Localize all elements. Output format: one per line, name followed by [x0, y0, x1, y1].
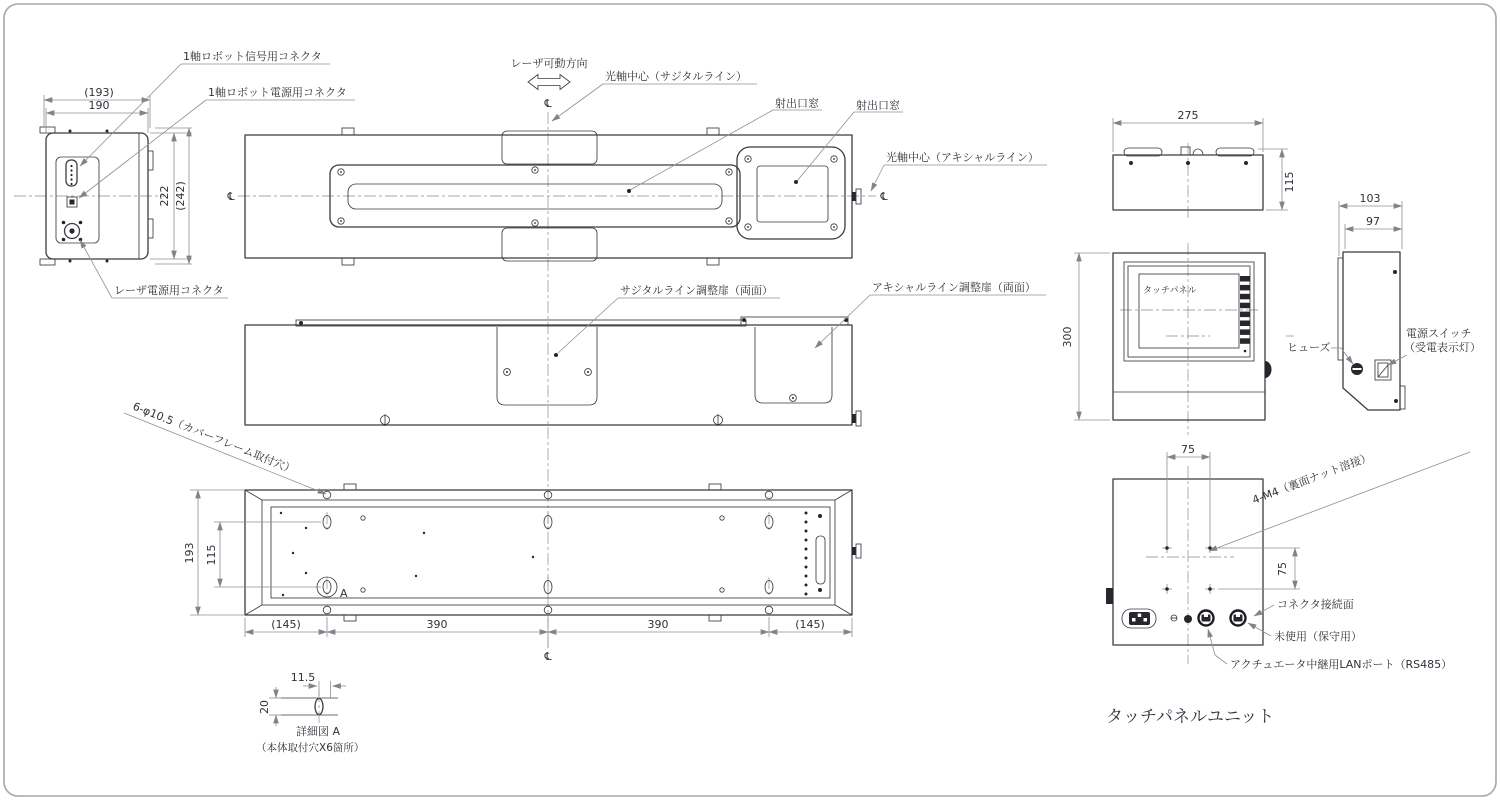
detail-a-marker: A [340, 587, 348, 600]
cover-frame-holes-label: 6-φ10.5（カバーフレーム取付穴） [130, 399, 297, 477]
centerline-symbol-top: ℄ [544, 97, 552, 110]
lan-port-actuator-icon [1199, 611, 1214, 626]
touch-panel-unit-caption: タッチパネルユニット [1106, 707, 1275, 727]
end-view-labels [79, 49, 355, 298]
dim-tp-275: 275 [1177, 109, 1199, 122]
bottom-view-dimensions [124, 399, 852, 663]
top-view-labels [511, 56, 1048, 193]
dim-tp-75-h: 75 [1181, 443, 1195, 456]
dim-tp-115: 115 [1283, 171, 1296, 193]
rear-screw-icon [1171, 615, 1177, 621]
robot-power-connector-icon [67, 197, 77, 207]
ac-inlet-icon [1122, 609, 1156, 628]
power-switch-icon [1375, 360, 1391, 380]
dim-390-left: 390 [426, 618, 448, 631]
laser-end-view [40, 49, 355, 298]
robot-signal-connector-label: 1軸ロボット信号用コネクタ [183, 50, 322, 63]
axial-output-connector-icon [852, 189, 861, 204]
touch-screen-label: タッチパネル [1143, 286, 1197, 296]
dim-145-right: (145) [795, 618, 825, 631]
laser-top-view [226, 128, 887, 265]
tp-rear-view [1106, 443, 1470, 671]
unused-port-label: 未使用（保守用） [1274, 630, 1362, 643]
dim-tp-97: 97 [1366, 215, 1380, 228]
power-switch-label-2: （受電表示灯） [1404, 341, 1481, 354]
axial-adjust-door [755, 327, 832, 403]
detail-a-title: 詳細図 A [296, 725, 341, 738]
front-view-labels [554, 280, 1046, 357]
m4-weld-label: 4-M4（裏面ナット溶接） [1250, 450, 1374, 507]
sagittal-adjust-door [497, 327, 597, 405]
base-plate-holes [280, 512, 825, 597]
rear-plug-icon [1184, 615, 1192, 623]
centerlines [14, 112, 1294, 664]
connector-face-label: コネクタ接続面 [1277, 598, 1354, 611]
laser-front-view [245, 317, 861, 426]
detail-a-note: （本体取付穴X6箇所） [256, 742, 365, 754]
m4-mounting-holes [1162, 543, 1215, 594]
body-mounting-slots [317, 512, 773, 600]
optical-axis-sagittal-label: 光軸中心（サジタルライン） [605, 70, 748, 83]
dim-190: 190 [88, 99, 110, 112]
fuse-icon [1351, 363, 1363, 375]
laser-bottom-view [245, 484, 861, 621]
robot-signal-connector-icon [66, 160, 77, 186]
dim-390-right: 390 [647, 618, 669, 631]
fuse-label: ヒューズ [1287, 341, 1331, 354]
dim-193-ref: (193) [84, 86, 114, 99]
bottom-fasteners [381, 414, 723, 426]
detail-a [256, 671, 364, 754]
laser-power-connector-icon [62, 221, 83, 242]
travel-direction-label: レーザ可動方向 [510, 57, 588, 70]
power-switch-label-1: 電源スイッチ [1406, 327, 1472, 340]
emission-window-label-left: 射出口窓 [775, 97, 819, 110]
bottom-right-connector-icon [852, 544, 861, 558]
function-buttons [1240, 276, 1250, 352]
dim-bottom-115: 115 [205, 544, 218, 566]
dim-222: 222 [158, 185, 171, 207]
front-right-connector-icon [852, 411, 861, 426]
axial-door-label: アキシャルライン調整扉（両面） [872, 281, 1036, 294]
tp-front-view [1061, 253, 1272, 420]
centerline-symbol-left: ℄ [227, 190, 235, 203]
lan-port-unused-icon [1231, 611, 1246, 626]
sagittal-door-label: サジタルライン調整扉（両面） [620, 284, 774, 297]
emission-square-window [737, 147, 845, 239]
tp-top-view [1113, 109, 1296, 210]
double-arrow-icon [528, 75, 570, 90]
dim-detail-11-5: 11.5 [290, 671, 316, 684]
emission-window-label-right: 射出口窓 [856, 99, 900, 112]
dim-tp-300: 300 [1061, 326, 1074, 348]
optical-axis-axial-label: 光軸中心（アキシャルライン） [886, 151, 1039, 164]
centerline-symbol-bottom: ℄ [544, 650, 552, 663]
dim-detail-20: 20 [258, 700, 271, 714]
tp-side-view [1287, 192, 1481, 410]
dim-242-ref: (242) [174, 181, 187, 211]
robot-power-connector-label: 1軸ロボット電源用コネクタ [208, 86, 347, 99]
laser-power-connector-label: レーザ電源用コネクタ [114, 284, 224, 297]
lan-port-label: アクチュエータ中継用LANポート（RS485） [1230, 658, 1453, 671]
centerline-symbol-right: ℄ [880, 190, 888, 203]
side-knob [1265, 361, 1272, 378]
dim-145-left: (145) [271, 618, 301, 631]
dim-tp-75-v: 75 [1276, 562, 1289, 576]
dim-tp-103: 103 [1359, 192, 1381, 205]
slot-window-screws [338, 167, 732, 226]
dim-bottom-193: 193 [183, 542, 196, 564]
